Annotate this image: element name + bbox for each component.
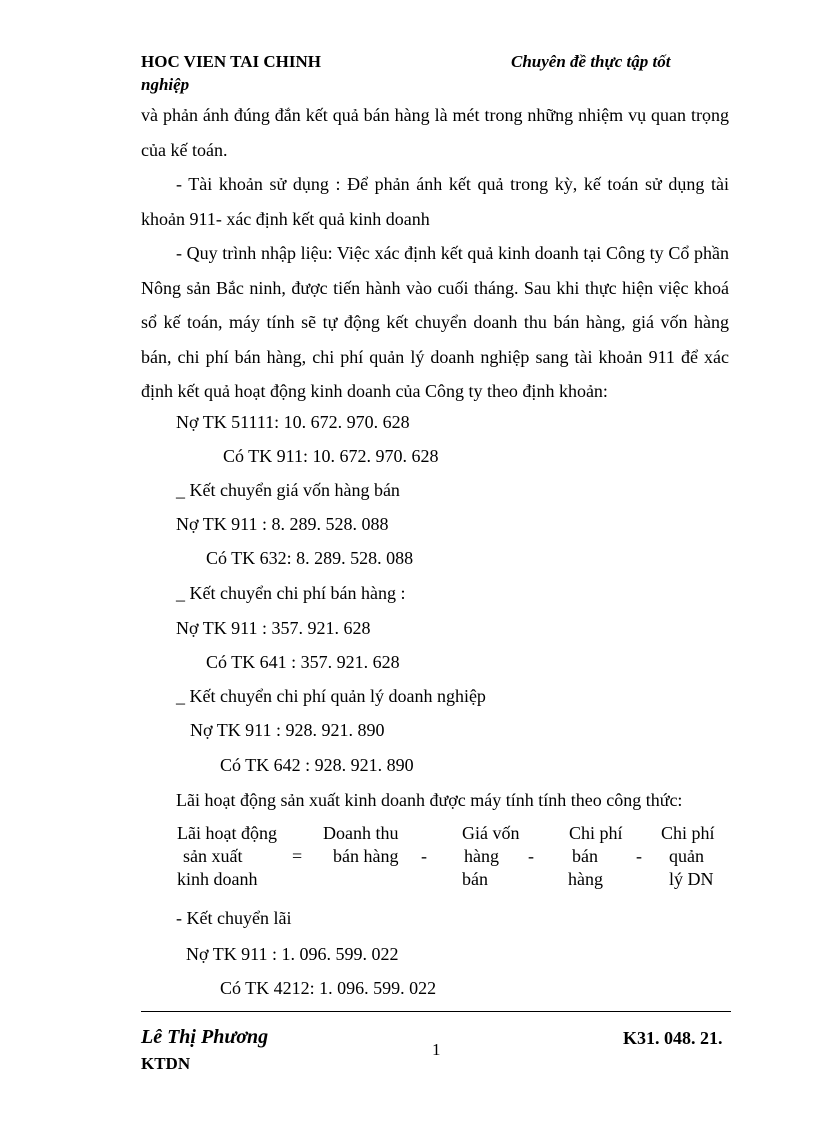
- formula-col3-line3: bán: [462, 869, 488, 889]
- entry-credit-632: Có TK 632: 8. 289. 528. 088: [206, 548, 414, 568]
- header-institution: HOC VIEN TAI CHINH: [141, 52, 321, 71]
- entry-cogs-heading: _ Kết chuyển giá vốn hàng bán: [176, 480, 400, 500]
- formula-minus-1: -: [421, 846, 427, 866]
- formula-col1-line1: Lãi hoạt động: [177, 823, 277, 843]
- formula-col4-line1: Chi phí: [569, 823, 623, 843]
- footer-department: KTDN: [141, 1054, 191, 1073]
- entry-credit-642: Có TK 642 : 928. 921. 890: [220, 755, 414, 775]
- paragraph-account-used: - Tài khoản sử dụng : Để phản ánh kết quả trong kỳ, kế toán sử dụng tài khoản 911- xác định kết quả kinh doanh: [141, 174, 729, 229]
- formula-col1-line3: kinh doanh: [177, 869, 258, 889]
- entry-credit-911: Có TK 911: 10. 672. 970. 628: [223, 446, 439, 466]
- entry-admin-heading: _ Kết chuyển chi phí quản lý doanh nghiệp: [176, 686, 486, 706]
- entry-credit-4212: Có TK 4212: 1. 096. 599. 022: [220, 978, 437, 998]
- entry-debit-911-admin: Nợ TK 911 : 928. 921. 890: [190, 720, 385, 740]
- header-report-title-continued: nghiệp: [141, 75, 190, 94]
- footer-page-number: 1: [432, 1040, 441, 1059]
- header-report-title: Chuyên đề thực tập tốt: [511, 52, 671, 71]
- formula-col4-line3: hàng: [568, 869, 603, 889]
- entry-debit-51111: Nợ TK 51111: 10. 672. 970. 628: [176, 412, 410, 432]
- formula-col3-line2: hàng: [464, 846, 499, 866]
- entry-selling-heading: _ Kết chuyển chi phí bán hàng :: [176, 583, 406, 603]
- formula-intro: Lãi hoạt động sản xuất kinh doanh được máy tính tính theo công thức:: [176, 790, 683, 810]
- formula-col5-line3: lý DN: [669, 869, 714, 889]
- entry-debit-911-cogs: Nợ TK 911 : 8. 289. 528. 088: [176, 514, 389, 534]
- formula-col5-line2: quản: [669, 846, 704, 866]
- entry-debit-911-profit: Nợ TK 911 : 1. 096. 599. 022: [186, 944, 399, 964]
- formula-col2-line2: bán hàng: [333, 846, 399, 866]
- paragraph-intro: và phản ánh đúng đắn kết quả bán hàng là mét trong những nhiệm vụ quan trọng của kế toán.: [141, 105, 729, 160]
- paragraph-process: - Quy trình nhập liệu: Việc xác định kết quả kinh doanh tại Công ty Cổ phần Nông sản Bắc ninh, được tiến hành vào cuối tháng. Sau khi thực hiện việc khoá sổ kế toán, máy tính sẽ tự động kết chuyển doanh thu bán hàng, giá vốn hàng bán, chi phí bán hàng, chi phí quản lý doanh nghiệp sang tài khoản 911 để xác định kết quả hoạt động kinh doanh của Công ty theo định khoản:: [141, 243, 729, 401]
- formula-col5-line1: Chi phí: [661, 823, 715, 843]
- formula-col2-line1: Doanh thu: [323, 823, 399, 843]
- footer-divider: [141, 1011, 731, 1012]
- formula-col4-line2: bán: [572, 846, 598, 866]
- entry-debit-911-selling: Nợ TK 911 : 357. 921. 628: [176, 618, 371, 638]
- entry-profit-heading: - Kết chuyển lãi: [176, 908, 292, 928]
- formula-col3-line1: Giá vốn: [462, 823, 520, 843]
- formula-minus-3: -: [636, 846, 642, 866]
- formula-minus-2: -: [528, 846, 534, 866]
- formula-col1-line2: sản xuất: [183, 846, 243, 866]
- entry-credit-641: Có TK 641 : 357. 921. 628: [206, 652, 400, 672]
- footer-class-code: K31. 048. 21.: [623, 1028, 723, 1048]
- formula-equals: =: [292, 846, 303, 866]
- footer-author: Lê Thị Phương: [141, 1026, 269, 1048]
